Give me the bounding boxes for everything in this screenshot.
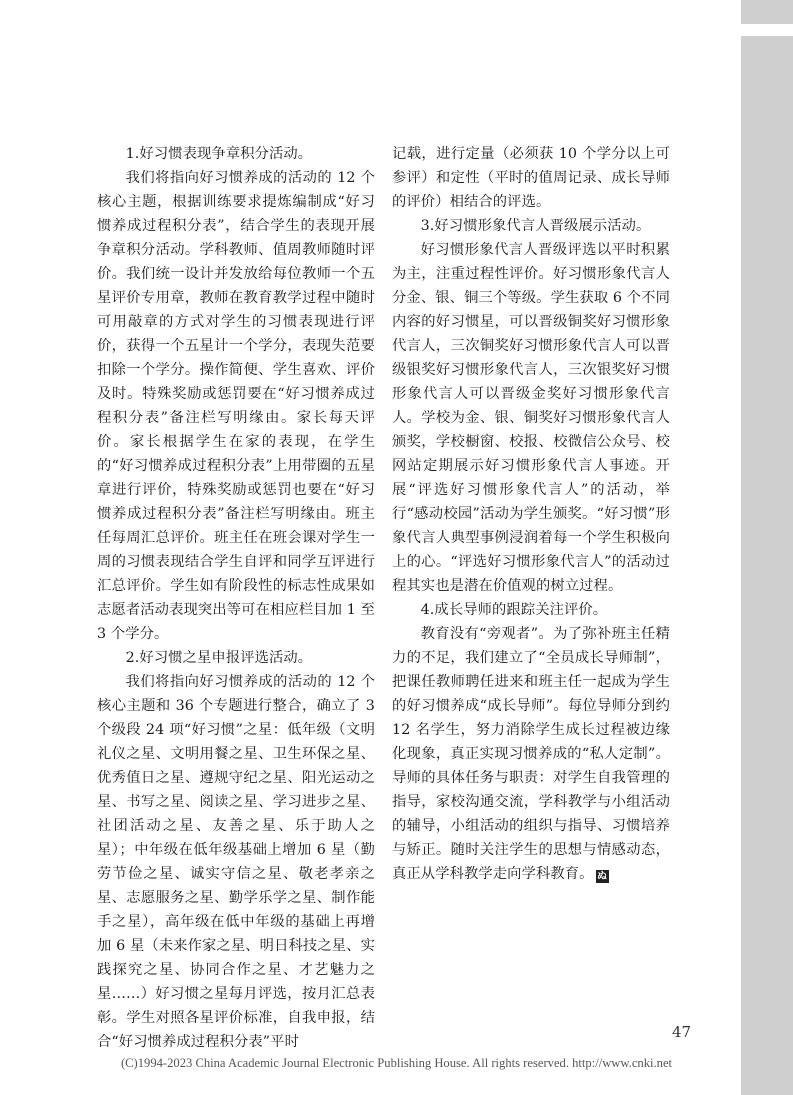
article-end-icon: ぬ (597, 871, 608, 882)
section-heading-3: 3.好习惯形象代言人晋级展示活动。 (420, 218, 651, 234)
edge-tab-side (741, 36, 793, 1095)
page-number: 47 (672, 1023, 692, 1041)
body-paragraph-last (392, 622, 670, 886)
body-paragraph: 我们将指向好习惯养成的活动的 12 个核心主题和 36 个专题进行整合，确立了 3 个级段 24 项“好习惯”之星：低年级（文明礼仪之星、文明用餐之星、卫生环保之星、优秀值日之星、遵规守纪之星、阳光运动之星、书写之星、阅读之星、学习进步之星、社团活动之星、友善之星、乐于助人之星）；中年级在低年级基础上增加 6 星（勤劳节俭之星、诚实守信之星、敬老孝亲之星、志愿服务之星、勤学乐学之星、制作能手之星），高年级在低中年级的基础上再增加 6 星（未来作家之星、明日科技之星、实践探究之星、协同合作之星、才艺魅力之星……）好习惯之星每月评选，按月汇总表彰。学生对照各星评价标准，自我申报，结合“好习惯养成过程积分表”平时 (97, 674, 375, 1050)
left-column (97, 142, 375, 1054)
body-paragraph: 好习惯形象代言人晋级评选以平时积累为主，注重过程性评价。好习惯形象代言人分金、银、铜三个等级。学生获取 6 个不同内容的好习惯星，可以晋级铜奖好习惯形象代言人，三次铜奖好习惯形象代言人可以晋级银奖好习惯形象代言人，三次银奖好习惯形象代言人可以晋级金奖好习惯形象代言人。学校为金、银、铜奖好习惯形象代言人颁奖，学校橱窗、校报、校微信公众号、校网站定期展示好习惯形象代言人事迹。开展“评选好习惯形象代言人”的活动，举行“感动校园”活动为学生颁奖。“好习惯”形象代言人典型事例浸润着每一个学生积极向上的心。“评选好习惯形象代言人”的活动过程其实也是潜在价值观的树立过程。 (392, 242, 670, 594)
section-heading-1: 1.好习惯表现争章积分活动。 (125, 146, 313, 162)
section-heading-4: 4.成长导师的跟踪关注评价。 (420, 602, 608, 618)
body-paragraph: 我们将指向好习惯养成的活动的 12 个核心主题，根据训练要求提炼编制成“好习惯养成过程积分表”，结合学生的表现开展争章积分活动。学科教师、值周教师随时评价。我们统一设计并发放给每位教师一个五星评价专用章，教师在教育教学过程中随时可用敲章的方式对学生的习惯表现进行评价，获得一个五星计一个学分，表现失范要扣除一个学分。操作简便、学生喜欢、评价及时。特殊奖励或惩罚要在“好习惯养成过程积分表”备注栏写明缘由。家长每天评价。家长根据学生在家的表现，在学生的“好习惯养成过程积分表”上用带圈的五星章进行评价，特殊奖励或惩罚也要在“好习惯养成过程积分表”备注栏写明缘由。班主任每周汇总评价。班主任在班会课对学生一周的习惯表现结合学生自评和同学互评进行汇总评价。学生如有阶段性的标志性成果如志愿者活动表现突出等可在相应栏目加 1 至 3 个学分。 (97, 170, 375, 642)
edge-tab-top (741, 0, 793, 24)
last-paragraph-text: 教育没有“旁观者”。为了弥补班主任精力的不足，我们建立了“全员成长导师制”，把课任教师聘任进来和班主任一起成为学生的好习惯养成“成长导师”。每位导师分到约 12 名学生，努力消除学生成长过程被边缘化现象，真正实现习惯养成的“私人定制”。导师的具体任务与职责：对学生自我管理的指导，家校沟通交流，学科教学与小组活动的辅导，小组活动的组织与指导、习惯培养与矫正。随时关注学生的思想与情感动态，真正从学科教学走向学科教育。 (392, 626, 670, 882)
section-heading-2: 2.好习惯之星申报评选活动。 (125, 650, 313, 666)
continued-paragraph: 记载，进行定量（必须获 10 个学分以上可参评）和定性（平时的值周记录、成长导师的评价）相结合的评选。 (392, 146, 670, 210)
copyright-footer: (C)1994-2023 China Academic Journal Electronic Publishing House. All rights reserved. http://www.cnki.net (120, 1056, 673, 1070)
right-column (392, 142, 670, 886)
